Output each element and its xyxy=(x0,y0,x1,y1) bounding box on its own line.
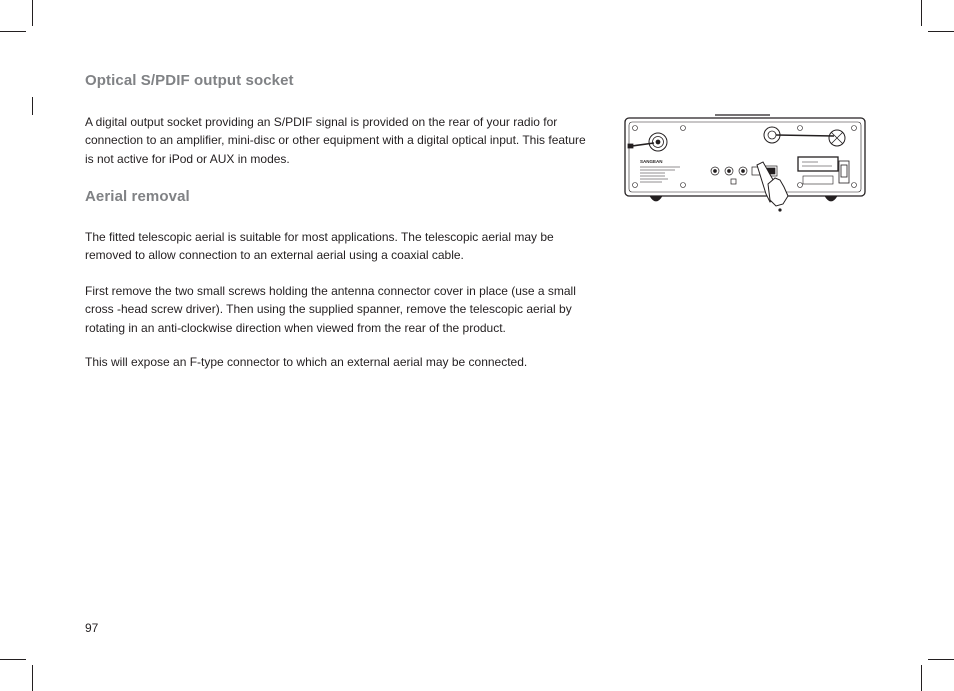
paragraph-aerial-steps: First remove the two small screws holding the antenna connector cover in place (use a small cross -head screw driver). Then using the supplied spanner, remove the telescopic aerial by rotating in an anti-clockwise direction when viewed from the rear of the product. xyxy=(85,284,576,335)
section-heading-optical-output: Optical S/PDIF output socket xyxy=(85,72,294,89)
crop-mark xyxy=(928,31,954,32)
page-number: 97 xyxy=(85,621,99,635)
crop-mark xyxy=(0,659,26,660)
radio-rear-panel-illustration xyxy=(620,108,870,218)
paragraph-optical-output: A digital output socket providing an S/PDIF signal is provided on the rear of your radio for connection to an amplifier, mini-disc or other equipment with a digital optical input. This feature is not active for iPod or AUX in modes. xyxy=(85,115,586,166)
paragraph-f-connector: This will expose an F-type connector to which an external aerial may be connected. xyxy=(85,355,528,369)
section-heading-aerial-removal: Aerial removal xyxy=(85,188,190,205)
margin-mark xyxy=(32,97,33,115)
paragraph-aerial-intro: The fitted telescopic aerial is suitable for most applications. The telescopic aerial may be removed to allow connection to an external aerial using a coaxial cable. xyxy=(85,230,554,263)
crop-mark xyxy=(921,0,922,26)
svg-text:SANGEAN: SANGEAN xyxy=(640,159,663,164)
crop-mark xyxy=(921,665,922,691)
crop-mark xyxy=(928,659,954,660)
crop-mark xyxy=(32,0,33,26)
crop-mark xyxy=(0,31,26,32)
crop-mark xyxy=(32,665,33,691)
